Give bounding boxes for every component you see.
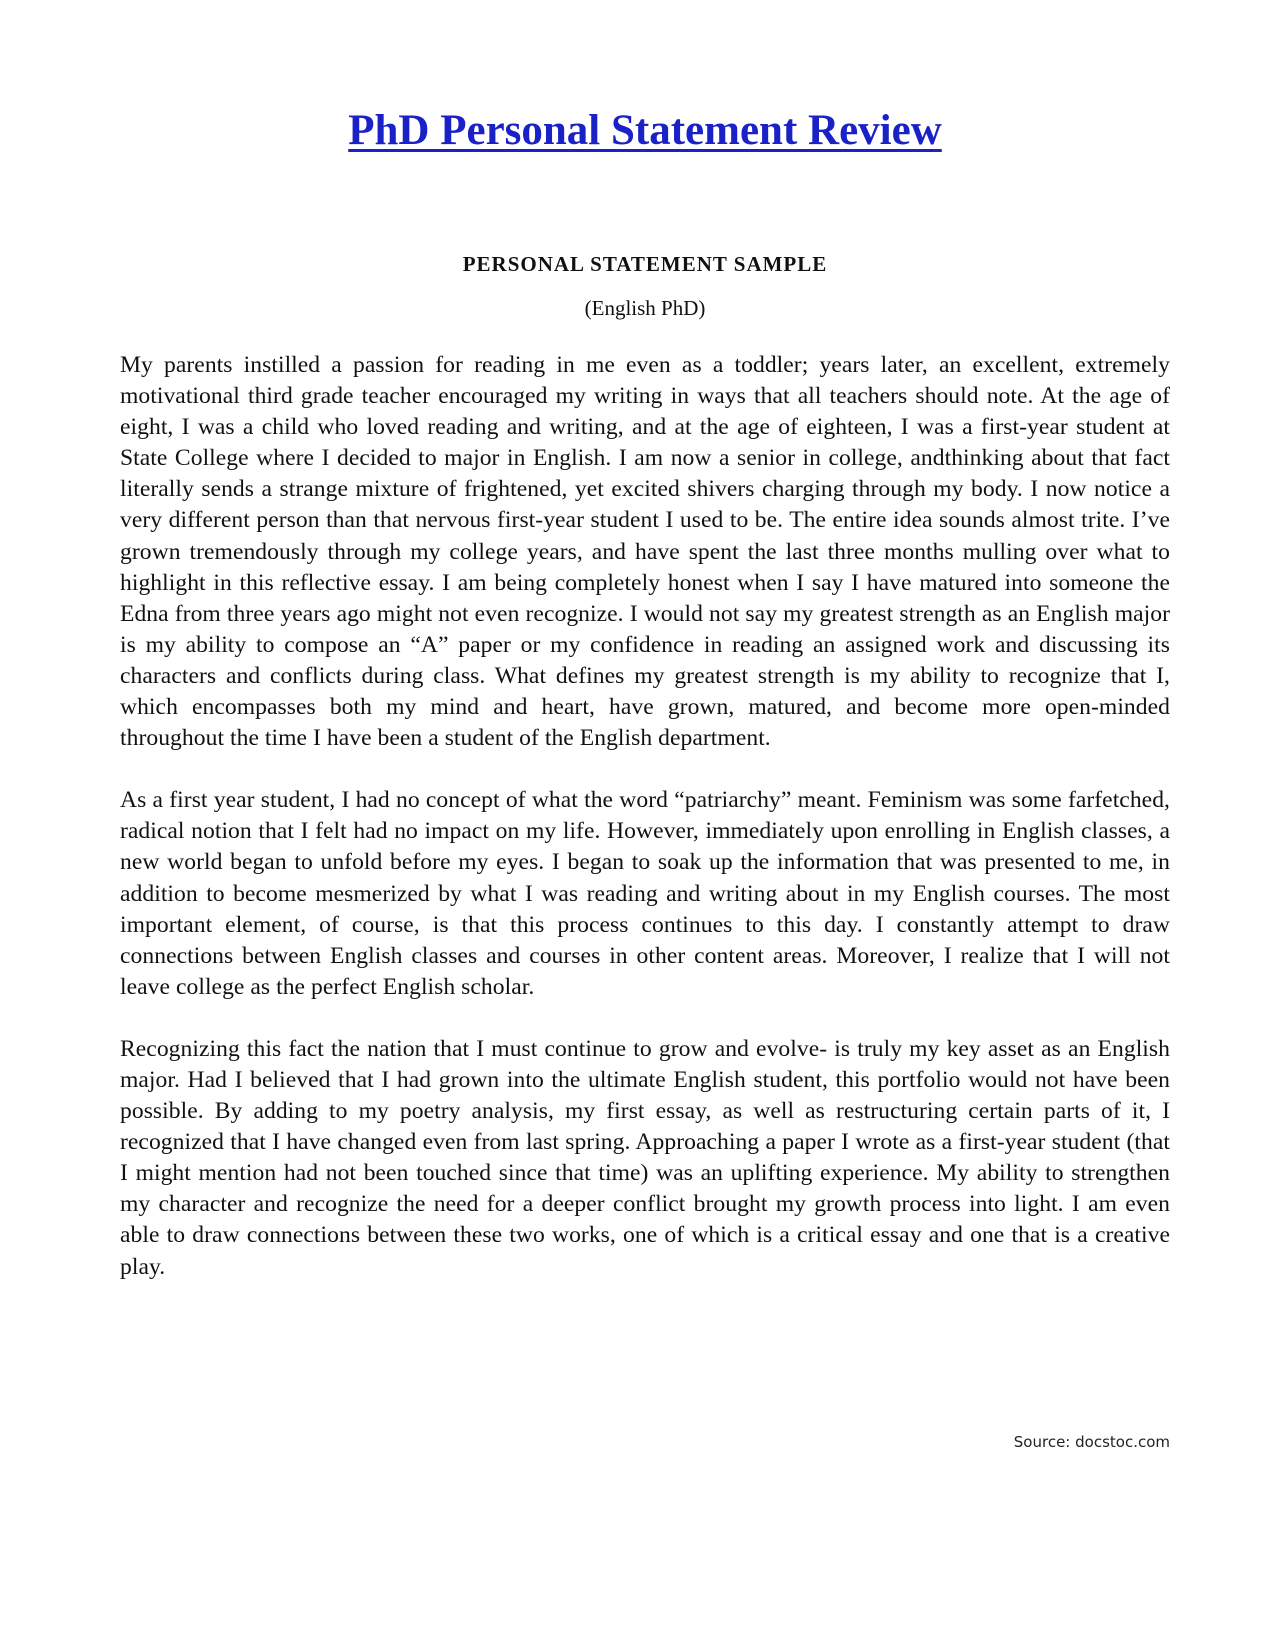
paragraph: As a first year student, I had no concept of what the word “patriarchy” meant. Feminism was some farfetched, radical notion that I felt had no impact on my life. However, immediately upon enrolling in English classes, a new world began to unfold before my eyes. I began to soak up the information that was presented to me, in addition to become mesmerized by what I was reading and writing about in my English courses. The most important element, of course, is that this process continues to this day. I constantly attempt to draw connections between English classes and courses in other content areas. Moreover, I realize that I will not leave college as the perfect English scholar. [120,787,1170,1000]
document-title [0,103,1275,159]
section-heading: PERSONAL STATEMENT SAMPLE [462,252,828,276]
paragraph: My parents instilled a passion for reading in me even as a toddler; years later, an excellent, extremely motivational third grade teacher encouraged my writing in ways that all teachers should note. At the age of eight, I was a child who loved reading and writing, and at the age of eighteen, I was a first-year student at State College where I decided to major in English. I am now a senior in college, andthinking about that fact literally sends a strange mixture of frightened, yet excited shivers charging through my body. I now notice a very different person than that nervous first-year student I used to be. The entire idea sounds almost trite. I’ve grown tremendously through my college years, and have spent the last three months mulling over what to highlight in this reflective essay. I am being completely honest when I say I have matured into someone the Edna from three years ago might not even recognize. I would not say my greatest strength as an English major is my ability to compose an “A” paper or my confidence in reading an assigned work and discussing its characters and conflicts during class. What defines my greatest strength is my ability to recognize that I, which encompasses both my mind and heart, have grown, matured, and become more open-minded throughout the time I have been a student of the English department. [120,352,1170,752]
statement-body [120,350,1170,1314]
section-subheading: (English PhD) [584,296,706,320]
document-title-text: PhD Personal Statement Review [348,107,942,154]
paragraph: Recognizing this fact the nation that I must continue to grow and evolve- is truly my key asset as an English major. Had I believed that I had grown into the ultimate English student, this portfolio would not have been possible. By adding to my poetry analysis, my first essay, as well as restructuring certain parts of it, I recognized that I have changed even from last spring. Approaching a paper I wrote as a first-year student (that I might mention had not been touched since that time) was an uplifting experience. My ability to strengthen my character and recognize the need for a deeper conflict brought my growth process into light. I am even able to draw connections between these two works, one of which is a critical essay and one that is a creative play. [120,1035,1170,1280]
source-note: Source: docstoc.com [1013,1433,1170,1451]
